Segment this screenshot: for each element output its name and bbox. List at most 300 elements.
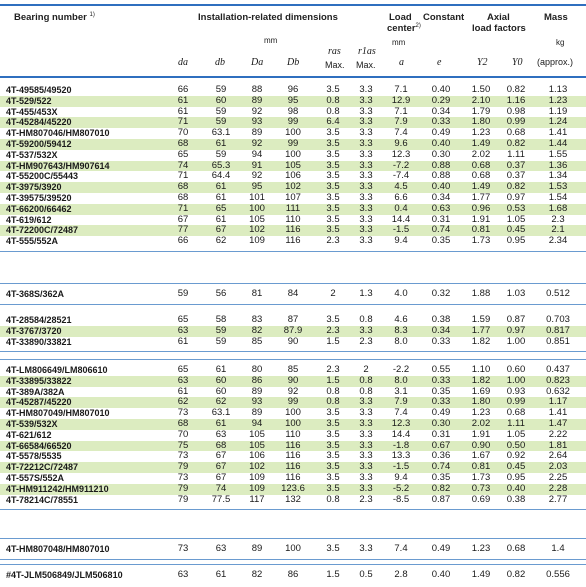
table-cell: 9.4: [394, 235, 408, 247]
bearing-number: 4T-59200/59412: [6, 139, 72, 149]
table-cell: 0.632: [546, 385, 570, 397]
table-cell: 3.5: [326, 472, 340, 483]
table-cell: 67: [215, 224, 227, 236]
table-cell: 110: [285, 428, 301, 440]
table-cell: 3.3: [359, 159, 373, 171]
table-cell: 3.5: [326, 314, 340, 325]
table-cell: 1.80: [471, 116, 491, 128]
table-cell: 0.35: [431, 385, 451, 397]
table-cell: 9.6: [394, 138, 408, 149]
table-cell: 3.3: [359, 192, 373, 203]
table-cell: 0.74: [431, 224, 451, 236]
header-mass-unit: kg: [556, 38, 565, 47]
table-cell: 7.1: [394, 105, 408, 117]
table-cell: 0.88: [431, 159, 451, 171]
table-cell: 92: [251, 105, 263, 117]
table-cell: 3.5: [326, 482, 340, 494]
table-cell: 75: [177, 439, 189, 451]
table-cell: 1.13: [548, 84, 568, 95]
bearing-number: 4T-72212C/72487: [6, 462, 79, 473]
table-cell: 1.50: [471, 84, 491, 95]
table-cell: 0.73: [471, 482, 491, 494]
table-cell: 67: [215, 450, 227, 462]
table-cell: 0.50: [506, 439, 526, 451]
table-cell: 2.77: [548, 493, 568, 505]
table-cell: 0.55: [431, 364, 451, 375]
table-cell: -1.8: [392, 439, 410, 451]
table-cell: 59: [215, 324, 227, 336]
table-cell: 67: [215, 472, 227, 483]
table-cell: 1.23: [471, 543, 491, 554]
table-cell: 2.64: [548, 450, 568, 462]
table-cell: 90: [287, 335, 299, 347]
bearing-number: 4T-HM807046/HM807010: [6, 128, 110, 139]
table-cell: 0.5: [359, 569, 373, 580]
table-cell: 0.40: [431, 181, 451, 193]
table-cell: 59: [177, 288, 189, 299]
table-cell: 77.5: [211, 493, 231, 505]
table-cell: 3.3: [359, 450, 373, 462]
table-cell: 0.34: [431, 192, 451, 203]
table-cell: 3.5: [326, 148, 340, 160]
header-installation: Installation-related dimensions: [198, 12, 338, 23]
col-Y0: Y0: [512, 57, 523, 68]
table-cell: 61: [177, 335, 189, 347]
table-cell: 111: [285, 202, 301, 214]
table-cell: 4.5: [394, 181, 408, 193]
table-cell: -7.4: [392, 170, 410, 182]
table-cell: 60: [215, 94, 227, 106]
table-cell: 0.40: [431, 138, 451, 149]
table-cell: 0.823: [546, 374, 570, 386]
table-cell: 92: [251, 170, 263, 182]
table-cell: -1.5: [392, 224, 410, 236]
table-cell: 63: [177, 569, 189, 580]
table-cell: 82: [251, 324, 263, 336]
table-cell: 0.29: [431, 94, 451, 106]
table-cell: 8.0: [394, 374, 408, 386]
col-r1as: r1as: [358, 46, 376, 57]
table-cell: 0.37: [506, 159, 526, 171]
table-cell: 2.25: [548, 472, 568, 483]
table-cell: 3.5: [326, 213, 340, 225]
table-cell: 79: [177, 461, 189, 473]
table-cell: 73: [177, 543, 189, 554]
header-bearing-number: Bearing number $^{1)}$: [14, 12, 95, 24]
table-cell: 2.3: [359, 493, 373, 505]
table-row: [0, 430, 586, 441]
table-cell: 0.817: [546, 324, 570, 336]
table-cell: 79: [177, 493, 189, 505]
table-cell: 3.3: [359, 543, 373, 554]
header-load-center-unit: mm: [392, 38, 406, 47]
table-cell: 3.5: [326, 543, 340, 554]
bearing-number: 4T-539/532X: [6, 419, 58, 429]
table-cell: 3.5: [326, 138, 340, 149]
table-cell: 66: [177, 235, 189, 247]
table-cell: 1.49: [471, 181, 491, 193]
table-cell: 116: [285, 461, 301, 473]
table-cell: 0.82: [431, 482, 451, 494]
table-cell: 1.81: [548, 439, 568, 451]
table-cell: 89: [251, 543, 263, 554]
table-cell: 1.59: [471, 314, 491, 325]
table-cell: 0.8: [359, 385, 373, 397]
table-cell: 3.5: [326, 84, 340, 95]
group-separator: [0, 359, 586, 360]
table-cell: 68: [177, 192, 189, 203]
bearing-number: 4T-72200C/72487: [6, 225, 79, 236]
table-cell: 86: [287, 569, 299, 580]
table-cell: 0.67: [431, 439, 451, 451]
table-cell: 0.4: [394, 202, 408, 214]
bearing-number: 4T-LM806649/LM806610: [6, 365, 108, 375]
table-cell: 67: [215, 461, 227, 473]
table-cell: 59: [215, 84, 227, 95]
table-cell: 92: [287, 385, 299, 397]
table-cell: 0.8: [326, 493, 340, 505]
header-axial-2: load factors: [472, 23, 526, 34]
table-cell: 0.35: [431, 235, 451, 247]
table-cell: 1.11: [507, 148, 525, 160]
table-cell: 109: [249, 472, 265, 483]
group-separator: [0, 251, 586, 252]
table-cell: 68: [177, 418, 189, 429]
table-cell: 1.34: [548, 170, 568, 182]
table-cell: 0.95: [506, 472, 526, 483]
group-separator: [0, 351, 586, 352]
header-load-center-2: center$^{2)}$: [387, 23, 421, 35]
table-cell: 0.99: [506, 396, 526, 408]
table-cell: 82: [251, 569, 263, 580]
table-cell: 2.03: [548, 461, 568, 473]
table-cell: 0.8: [326, 105, 340, 117]
table-cell: 3.5: [326, 224, 340, 236]
table-cell: 0.81: [471, 461, 491, 473]
table-cell: 71: [177, 202, 189, 214]
table-cell: 0.93: [506, 385, 526, 397]
table-cell: 116: [285, 472, 301, 483]
table-cell: 1.44: [548, 138, 568, 149]
group-separator: [0, 538, 586, 539]
table-cell: 3.3: [359, 84, 373, 95]
table-cell: 3.3: [359, 407, 373, 419]
table-cell: 3.3: [359, 396, 373, 408]
table-cell: -7.2: [392, 159, 410, 171]
table-cell: 2: [330, 288, 336, 299]
table-cell: -2.2: [392, 364, 410, 375]
table-cell: 3.3: [359, 324, 373, 336]
table-cell: 0.97: [506, 192, 526, 203]
table-cell: 63: [177, 324, 189, 336]
table-cell: 8.3: [394, 324, 408, 336]
table-cell: 3.5: [326, 181, 340, 193]
table-cell: 12.3: [391, 418, 411, 429]
table-cell: 0.45: [506, 461, 526, 473]
table-cell: 77: [177, 224, 189, 236]
table-cell: 3.5: [326, 127, 340, 139]
table-cell: 3.3: [359, 418, 373, 429]
table-cell: 116: [285, 224, 301, 236]
table-row: [0, 96, 586, 107]
table-cell: 0.36: [431, 450, 451, 462]
table-cell: 0.98: [506, 105, 526, 117]
table-cell: 0.40: [506, 482, 526, 494]
table-cell: 100: [285, 148, 301, 160]
table-cell: 106: [249, 450, 265, 462]
table-cell: 68: [177, 181, 189, 193]
table-cell: 2.22: [548, 428, 568, 440]
table-cell: 1.17: [548, 396, 568, 408]
table-cell: 0.82: [506, 84, 526, 95]
table-cell: 0.82: [506, 138, 526, 149]
bearing-number: 4T-39575/39520: [6, 193, 72, 203]
group-separator: [0, 509, 586, 510]
table-row: [0, 204, 586, 215]
table-cell: 87: [287, 314, 299, 325]
col-da: da: [178, 57, 188, 68]
table-cell: 101: [249, 192, 265, 203]
table-cell: 92: [251, 138, 263, 149]
table-cell: 1.79: [471, 105, 491, 117]
table-cell: 14.4: [391, 213, 411, 225]
table-row: [0, 570, 586, 581]
table-cell: 95: [251, 181, 263, 193]
table-cell: 3.5: [326, 202, 340, 214]
table-cell: 61: [215, 418, 227, 429]
table-cell: 71: [177, 170, 189, 182]
col-Da: Da: [251, 57, 264, 68]
table-cell: 1.77: [471, 324, 491, 336]
table-cell: 2.28: [548, 482, 568, 494]
group-separator: [0, 304, 586, 305]
table-cell: 1.73: [471, 472, 491, 483]
table-cell: 0.99: [506, 116, 526, 128]
bearing-number: 4T-529/522: [6, 95, 52, 106]
table-cell: 0.556: [546, 569, 570, 580]
bearing-number: #4T-JLM506849/JLM506810: [6, 570, 123, 580]
table-cell: 68: [215, 439, 227, 451]
table-cell: 1.91: [471, 428, 491, 440]
table-cell: 83: [251, 314, 263, 325]
table-cell: 1.16: [506, 94, 526, 106]
table-cell: 1.67: [471, 450, 491, 462]
table-cell: 1.4: [551, 543, 565, 554]
table-cell: 59: [215, 116, 227, 128]
bearing-number: 4T-389A/382A: [6, 386, 65, 397]
table-cell: 65: [215, 202, 227, 214]
table-cell: 100: [285, 127, 301, 139]
table-cell: 0.68: [506, 127, 526, 139]
table-cell: 3.3: [359, 439, 373, 451]
header-bottom-rule: [0, 76, 586, 78]
table-cell: 65: [177, 314, 189, 325]
table-cell: 107: [285, 192, 301, 203]
table-cell: 56: [215, 288, 227, 299]
table-cell: 1.88: [471, 288, 491, 299]
table-cell: 0.69: [471, 493, 491, 505]
table-cell: 63.1: [211, 127, 231, 139]
table-cell: 61: [177, 94, 189, 106]
bearing-number: 4T-66200/66462: [6, 203, 72, 214]
table-cell: 63: [215, 543, 227, 554]
table-cell: 67: [177, 213, 189, 225]
table-cell: 3.5: [326, 428, 340, 440]
table-cell: 63.1: [211, 407, 231, 419]
table-cell: 1.73: [471, 235, 491, 247]
bearing-number: 4T-368S/362A: [6, 289, 65, 299]
table-cell: 0.68: [471, 159, 491, 171]
table-cell: 2: [363, 364, 369, 375]
table-cell: 7.4: [394, 127, 408, 139]
table-cell: 99: [287, 116, 299, 128]
bearing-number: 4T-33895/33822: [6, 375, 72, 386]
table-cell: 94: [251, 418, 263, 429]
table-cell: 110: [285, 213, 301, 225]
table-cell: 1.54: [548, 192, 568, 203]
table-cell: 2.02: [471, 418, 491, 429]
table-cell: 3.3: [359, 94, 373, 106]
table-cell: 0.49: [431, 127, 451, 139]
table-cell: 0.34: [431, 324, 451, 336]
table-cell: 0.74: [431, 461, 451, 473]
table-cell: 2.3: [551, 213, 565, 225]
table-cell: 2.3: [359, 335, 373, 347]
table-cell: 0.35: [431, 472, 451, 483]
table-cell: 7.4: [394, 543, 408, 554]
table-cell: 2.10: [471, 94, 491, 106]
table-cell: 0.92: [506, 450, 526, 462]
table-cell: 3.3: [359, 428, 373, 440]
table-cell: 0.68: [506, 543, 526, 554]
table-cell: 1.82: [471, 374, 491, 386]
table-cell: 0.8: [326, 396, 340, 408]
table-cell: 79: [177, 482, 189, 494]
table-cell: 89: [251, 385, 263, 397]
table-cell: 116: [285, 235, 301, 247]
table-row: [0, 484, 586, 495]
table-cell: 1.47: [548, 418, 568, 429]
table-cell: 0.33: [431, 374, 451, 386]
col-e: e: [437, 57, 442, 68]
table-cell: 89: [251, 407, 263, 419]
table-cell: 0.95: [506, 235, 526, 247]
table-cell: 89: [251, 94, 263, 106]
table-cell: 102: [249, 224, 265, 236]
table-row: [0, 376, 586, 387]
table-cell: -8.5: [392, 493, 410, 505]
bearing-number: 4T-537/532X: [6, 149, 58, 160]
table-cell: 1.77: [471, 192, 491, 203]
table-cell: 1.49: [471, 569, 491, 580]
bearing-number: 4T-5578/5535: [6, 451, 62, 462]
table-cell: 3.5: [326, 439, 340, 451]
table-cell: 100: [285, 418, 301, 429]
table-cell: 3.3: [359, 148, 373, 160]
table-cell: 68: [177, 138, 189, 149]
table-cell: 1.80: [471, 396, 491, 408]
table-cell: 61: [215, 213, 227, 225]
group-separator: [0, 564, 586, 565]
bearing-number: 4T-78214C/78551: [6, 494, 79, 505]
table-row: [0, 544, 586, 555]
table-cell: 0.31: [431, 428, 451, 440]
table-cell: 3.3: [359, 224, 373, 236]
bearing-number: 4T-455/453X: [6, 106, 58, 117]
col-db: db: [215, 57, 225, 68]
table-cell: 1.10: [471, 364, 491, 375]
bearing-number: 4T-621/612: [6, 429, 52, 440]
table-cell: 3.5: [326, 461, 340, 473]
bearing-number: 4T-28584/28521: [6, 315, 72, 325]
table-cell: 109: [249, 235, 265, 247]
header-constant: Constant: [423, 12, 465, 23]
table-cell: 0.8: [359, 314, 373, 325]
group-separator: [0, 283, 586, 284]
table-cell: 2.3: [326, 364, 340, 375]
table-cell: 3.3: [359, 472, 373, 483]
table-cell: 96: [287, 84, 299, 95]
table-cell: 65: [177, 148, 189, 160]
table-cell: 109: [249, 482, 265, 494]
col-ras: ras: [328, 46, 341, 57]
table-cell: 61: [215, 364, 227, 375]
table-cell: 1.23: [471, 127, 491, 139]
table-cell: 3.3: [359, 461, 373, 473]
group-separator: [0, 559, 586, 560]
table-cell: 2.02: [471, 148, 491, 160]
table-cell: 1.5: [326, 569, 340, 580]
bearing-number: 4T-49585/49520: [6, 85, 72, 95]
table-cell: 102: [249, 461, 265, 473]
table-cell: 3.5: [326, 170, 340, 182]
table-cell: 88: [251, 84, 263, 95]
table-cell: 0.34: [431, 105, 451, 117]
table-cell: 2.34: [548, 235, 568, 247]
table-cell: 1.36: [548, 159, 568, 171]
bearing-number: 4T-55200C/55443: [6, 171, 79, 182]
col-a: a: [399, 57, 404, 68]
table-cell: 13.3: [391, 450, 411, 462]
bearing-number: 4T-66584/66520: [6, 440, 72, 451]
table-cell: 3.5: [326, 407, 340, 419]
table-cell: 0.33: [431, 396, 451, 408]
table-cell: 0.87: [506, 314, 526, 325]
table-cell: 71: [177, 116, 189, 128]
table-cell: 0.40: [431, 84, 451, 95]
table-cell: 8.0: [394, 335, 408, 347]
bearing-number: 4T-557S/552A: [6, 473, 65, 483]
bearing-number: 4T-HM807048/HM807010: [6, 544, 110, 554]
table-cell: 0.97: [506, 324, 526, 336]
table-cell: 3.5: [326, 450, 340, 462]
table-cell: 1.41: [548, 407, 568, 419]
table-cell: 61: [215, 569, 227, 580]
table-cell: 2.1: [551, 224, 565, 236]
table-cell: 0.53: [506, 202, 526, 214]
header-mass: Mass: [544, 12, 568, 23]
table-cell: 61: [215, 181, 227, 193]
table-cell: 0.87: [431, 493, 451, 505]
col-approx: (approx.): [537, 57, 574, 67]
table-cell: 60: [215, 385, 227, 397]
table-cell: 0.38: [431, 314, 451, 325]
table-cell: 0.8: [326, 94, 340, 106]
table-cell: 0.82: [506, 569, 526, 580]
table-cell: 2.3: [326, 324, 340, 336]
table-cell: 70: [177, 127, 189, 139]
table-cell: 105: [249, 428, 265, 440]
